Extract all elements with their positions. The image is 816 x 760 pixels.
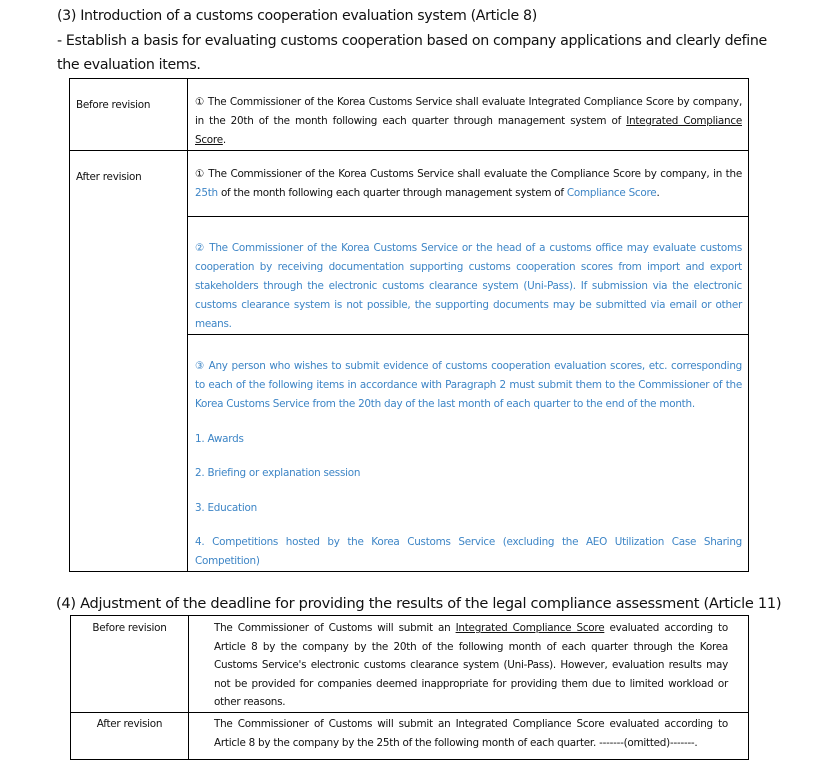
section-3-heading: (3) Introduction of a customs cooperation evaluation system (Article 8) [57,8,537,24]
list-item-awards: 1. Awards [195,432,244,445]
before-revision-label: Before revision [70,79,188,151]
period: . [222,134,226,146]
table-row-before [70,79,749,151]
before-text-prefix: The Commissioner of Customs will submit an [214,622,456,634]
article-11-revision-table [70,615,749,760]
before-text: ① The Commissioner of the Korea Customs Service shall evaluate Integrated Compliance Score by company, in the 20th of the month following each quarter through management system of [195,96,742,127]
underlined-term: Integrated Compliance Score [455,622,605,634]
before-revision-text [189,616,749,713]
after-revision-paragraph-3 [188,335,749,572]
underlined-term: Integrated Compliance Score [195,115,742,146]
table-row-before [71,616,749,713]
after-revision-label: After revision [71,712,189,759]
period: . [656,187,660,199]
after-revision-paragraph-2: ② The Commissioner of the Korea Customs Service or the head of a customs office may evaluate customs cooperation by receiving documentation supporting customs cooperation scores from import and export stakeholders through the electronic customs clearance system (Uni-Pass). If submission via the electronic customs clearance system is not possible, the supporting documents may be submitted via email or other means. [188,217,749,335]
after-revision-text: The Commissioner of Customs will submit an Integrated Compliance Score evaluated according to Article 8 by the company by the 25th of the following month of each quarter. -------(omitted)-------. [189,712,749,759]
list-item-competitions: 4. Competitions hosted by the Korea Customs Service (excluding the AEO Utilization Case Sharing Competition) [195,536,742,567]
paragraph-3-text: ③ Any person who wishes to submit evidence of customs cooperation evaluation scores, etc. corresponding to each of the following items in accordance with Paragraph 2 must submit them to the Commissioner of the Korea Customs Service from the 20th day of the last month of each quarter to the end of the month. [195,360,742,410]
after-revision-paragraph-1 [188,151,749,217]
after-revision-label: After revision [70,151,188,572]
after-text: ① The Commissioner of the Korea Customs Service shall evaluate the Compliance Score by company, in the [195,168,742,180]
highlight-25th: 25th [195,187,218,199]
section-3-summary-line-2: the evaluation items. [57,57,201,73]
list-item-education: 3. Education [195,501,257,514]
after-text-middle: of the month following each quarter through management system of [217,187,567,199]
list-item-briefing: 2. Briefing or explanation session [195,467,361,479]
highlight-compliance-score: Compliance Score [566,187,657,199]
before-revision-label: Before revision [71,616,189,713]
article-8-revision-table [69,78,749,572]
before-text-suffix: evaluated according to Article 8 by the company by the 20th of the following month of each quarter through the Korea Customs Service's electronic customs clearance system (Uni-Pass). However, evaluation results may not be provided for companies deemed inappropriate for providing them due to limited workload or other reasons. [214,622,728,709]
table-row-after [71,712,749,759]
table-row-after [70,151,749,217]
section-4-heading: (4) Adjustment of the deadline for providing the results of the legal compliance assessment (Article 11) [56,595,782,612]
before-revision-paragraph-1 [188,79,749,151]
section-3-summary-line-1: - Establish a basis for evaluating customs cooperation based on company applications and clearly define [57,33,767,49]
